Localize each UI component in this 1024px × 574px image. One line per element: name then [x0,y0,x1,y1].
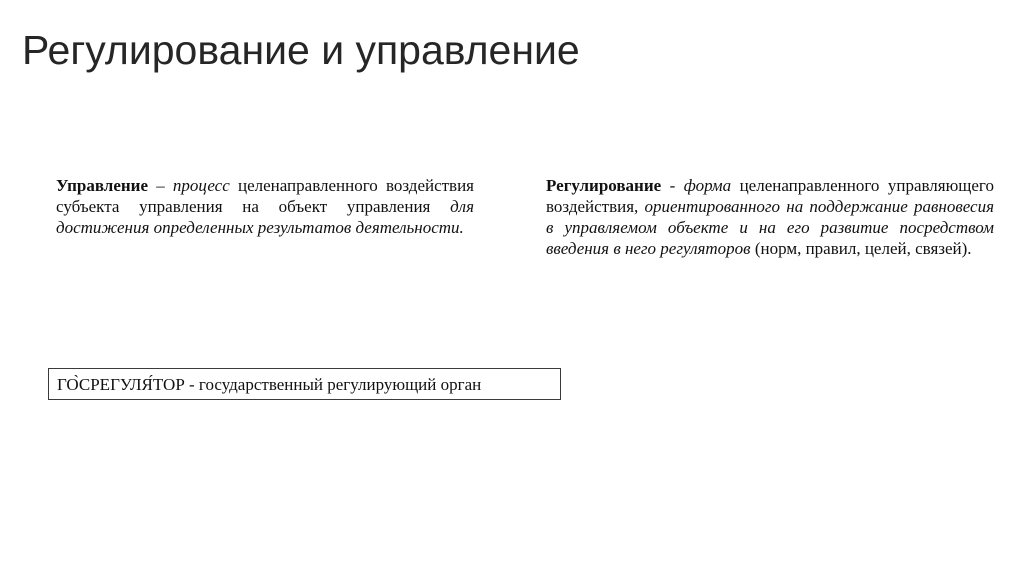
management-definition [56,175,474,238]
management-definition-goal: для достижения определенных результатов деятельности. [56,197,474,237]
regulation-definition-body: целенаправленного управляющего воздействия, [546,176,994,216]
regulation-definition-purpose: ориентированного на поддержание равновесия в управляемом объекте и на его развитие посредством введения в него регуляторов [546,197,994,258]
regulation-definition [546,175,994,259]
management-definition-body: целенаправленного воздействия субъекта управления на объект управления [56,176,475,216]
slide-title: Регулирование и управление [22,27,580,73]
regulation-dash: - [661,176,684,195]
regulation-definition-examples: (норм, правил, целей, связей). [750,239,972,258]
regulation-form-word: форма [683,176,732,195]
management-dash: – [148,176,173,195]
gosregulator-definition: ГО̀СРЕГУЛЯ́ТОР - государственный регулирующий орган [57,375,482,394]
regulation-term: Регулирование [546,176,662,195]
gosregulator-term-box [48,368,561,400]
management-process-word: процесс [172,176,230,195]
management-term: Управление [56,176,149,195]
